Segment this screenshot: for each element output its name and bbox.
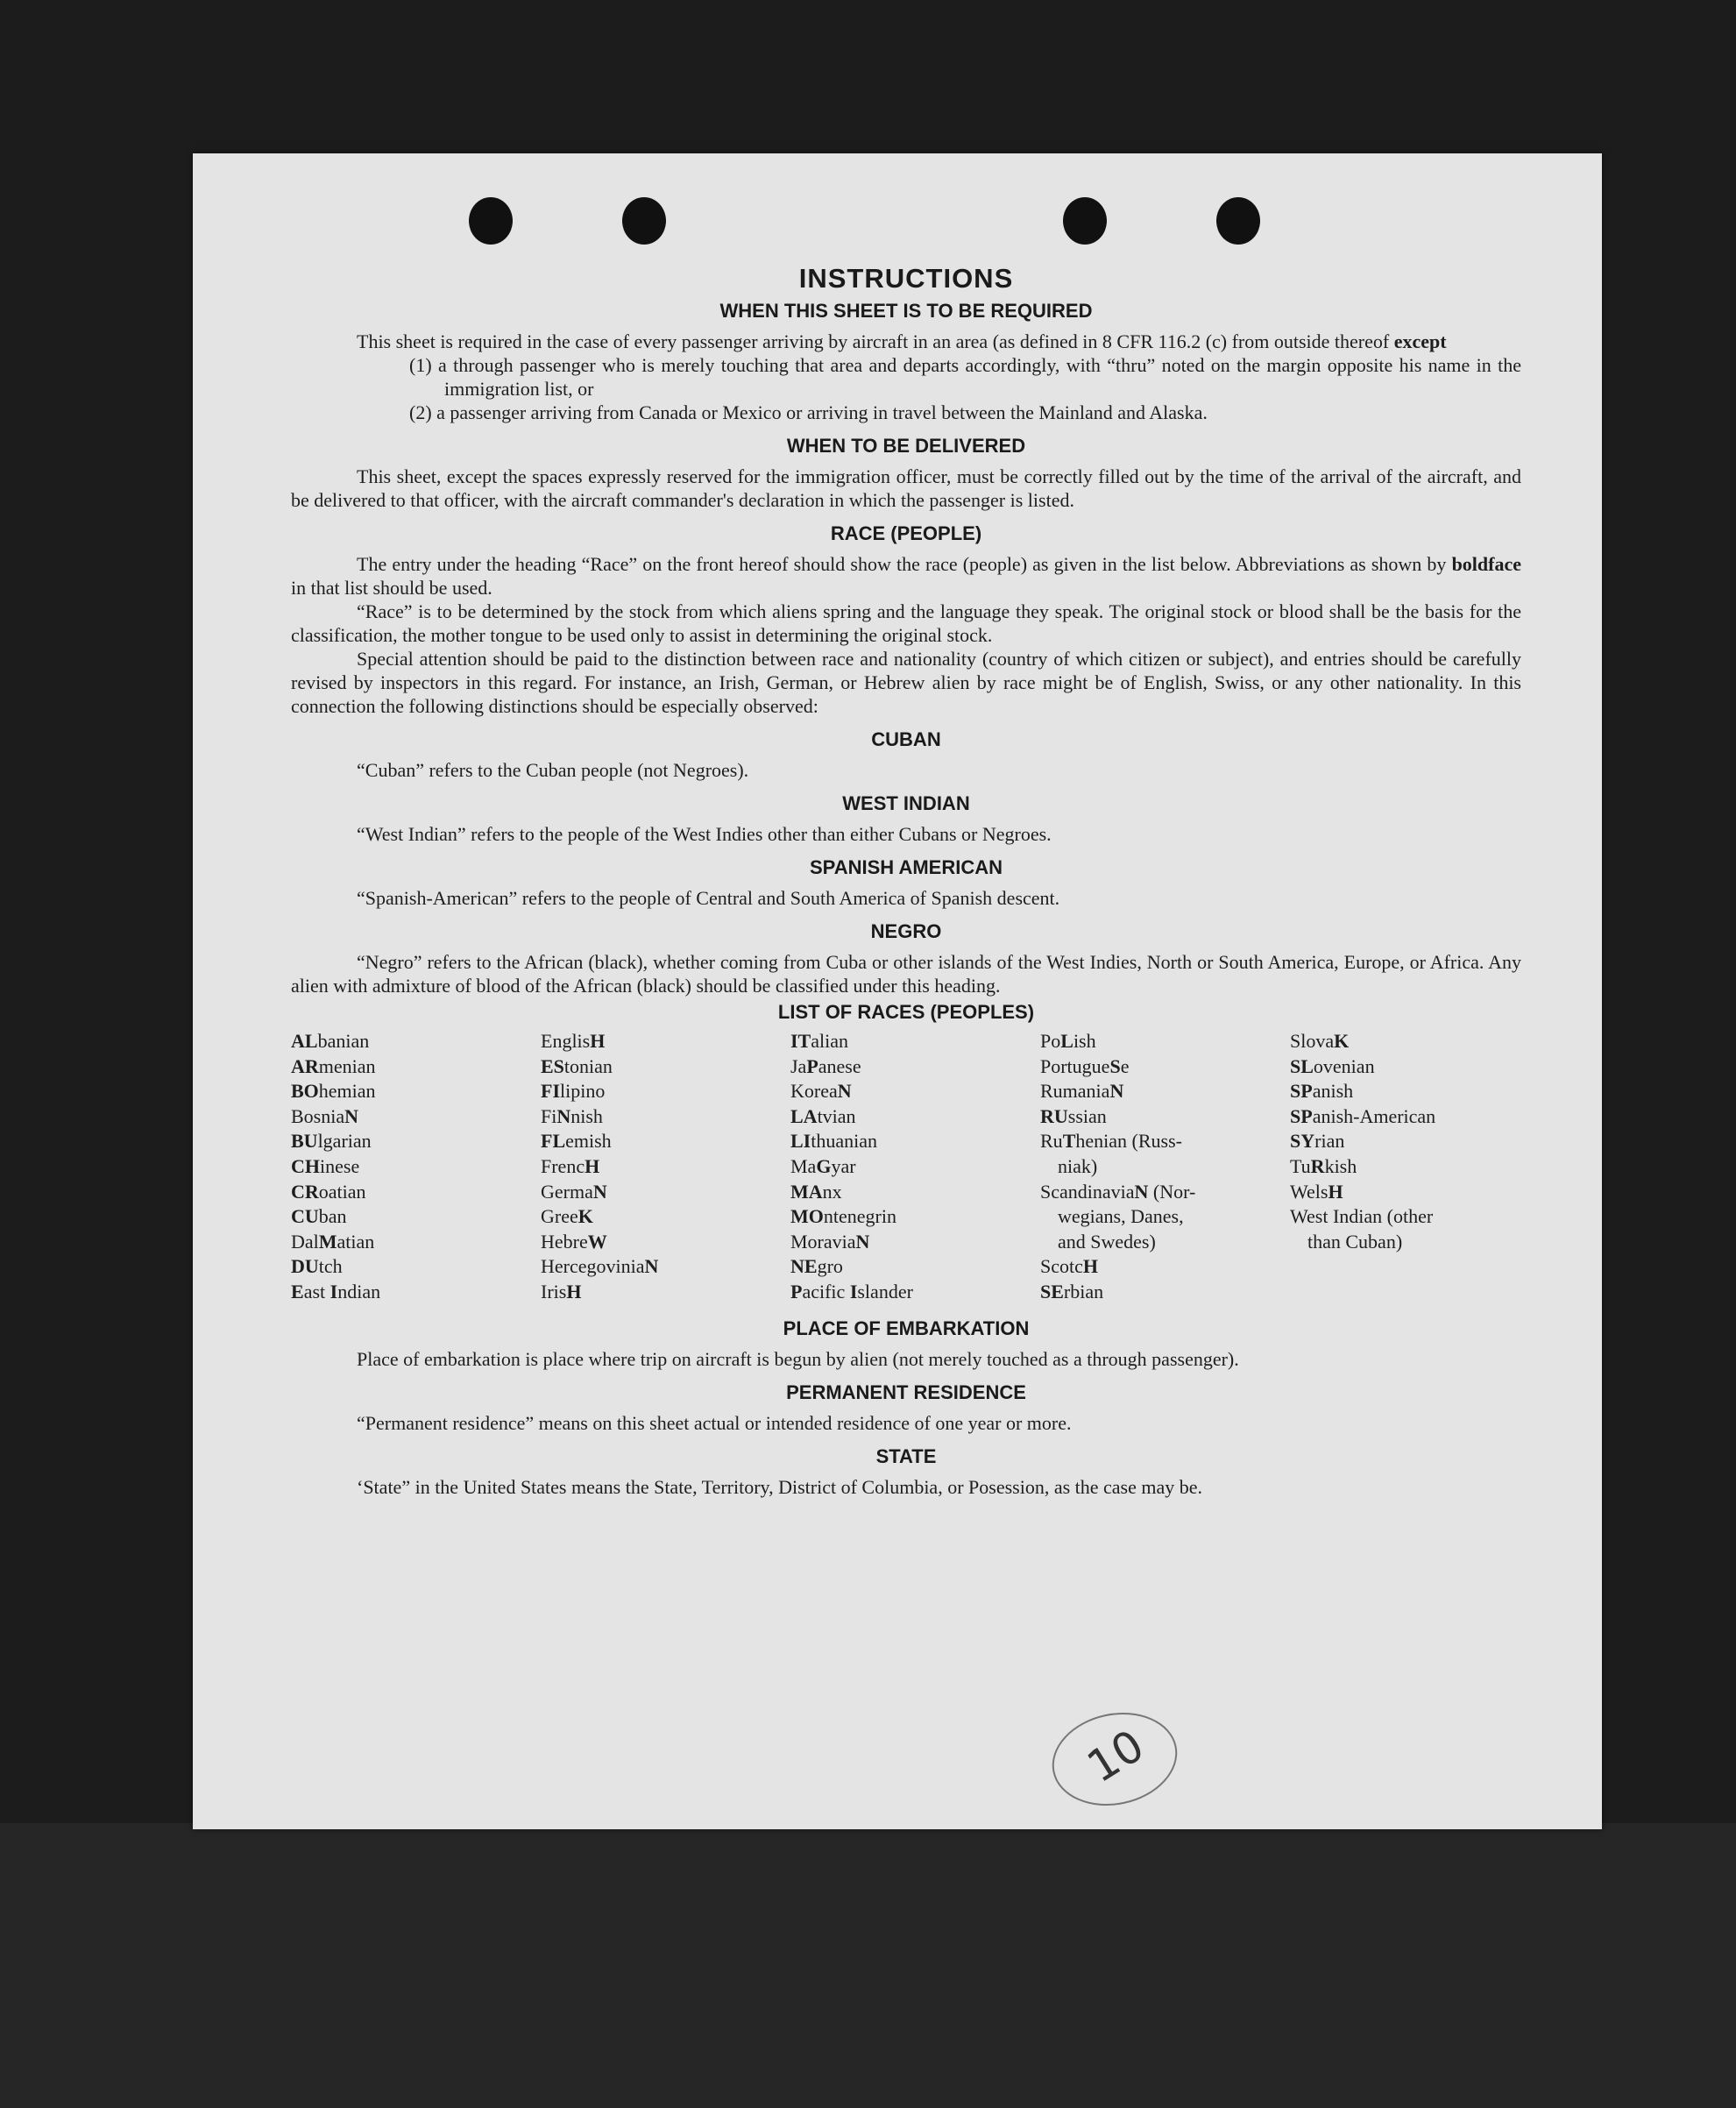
residence-text: “Permanent residence” means on this sheet actual or intended residence of one year or more. [357,1411,1072,1434]
race-entry: LAtvian [790,1104,856,1127]
race-entry: RUssian [1040,1104,1107,1127]
race-entry: MaGyar [790,1154,856,1177]
race-entry: SYrian [1290,1130,1345,1153]
race-entry: East Indian [291,1280,381,1302]
race-entry: SPanish-American [1290,1104,1436,1127]
state-text: ‘State” in the United States means the State, Territory, District of Columbia, or Posession, as the case may be. [357,1475,1203,1498]
race-entry: KoreaN [790,1080,852,1103]
race-entry: RuThenian (Russ- [1040,1130,1182,1153]
race-paragraph-1: The entry under the heading “Race” on the front hereof should show the race (people) as given in the list below. Abbreviations as shown by boldface in that list should be used. [291,553,1522,599]
section-heading-list-of-races: LIST OF RACES (PEOPLES) [777,1001,1035,1023]
section-heading-west-indian: WEST INDIAN [842,792,970,814]
race-entry: wegians, Danes, [1058,1205,1184,1228]
section-heading-spanish-american: SPANISH AMERICAN [809,856,1003,878]
section-heading-residence: PERMANENT RESIDENCE [786,1380,1026,1403]
race-entry: HebreW [541,1230,607,1253]
race-entry: DUtch [291,1255,343,1278]
race-entry: Pacific Islander [790,1280,913,1302]
required-intro: This sheet is required in the case of every passenger arriving by aircraft in an area (as defined in 8 CFR 116.2 (c) from outside thereof except [357,330,1447,352]
race-entry: West Indian (other [1290,1205,1434,1228]
race-entry: FiNnish [541,1104,603,1127]
races-column [1290,1029,1509,1305]
section-heading-race: RACE (PEOPLE) [830,522,982,544]
race-entry: MoraviaN [790,1230,870,1253]
race-entry: FrencH [541,1154,600,1177]
punch-hole [469,197,513,245]
race-entry: niak) [1058,1154,1098,1177]
race-entry: LIthuanian [790,1130,878,1153]
delivered-text: This sheet, except the spaces expressly reserved for the immigration officer, must be correctly filled out by the time of the arrival of the aircraft, and be delivered to that officer, with the aircraft commander's declaration in which the passenger is listed. [291,465,1521,511]
race-entry: ALbanian [291,1030,370,1052]
races-column [291,1029,541,1305]
race-entry: MAnx [790,1180,842,1203]
section-heading-delivered: WHEN TO BE DELIVERED [786,435,1026,457]
embarkation-text: Place of embarkation is place where trip on aircraft is begun by alien (not merely touched as a through passenger). [357,1347,1239,1370]
race-entry: WelsH [1290,1180,1343,1203]
race-entry: CUban [291,1205,347,1228]
race-entry: than Cuban) [1307,1230,1403,1253]
race-entry: EnglisH [541,1030,606,1052]
race-paragraph-2: “Race” is to be determined by the stock from which aliens spring and the language they speak. The original stock or blood shall be the basis for the classification, the mother tongue to be used only to assist in determining the original stock. [291,600,1521,646]
race-entry: PortugueSe [1040,1054,1130,1077]
race-entry: GreeK [541,1205,593,1228]
section-heading-negro: NEGRO [870,920,942,942]
required-item-2: (2) a passenger arriving from Canada or Mexico or arriving in travel between the Mainland and Alaska. [409,401,1208,423]
race-entry: TuRkish [1290,1154,1357,1177]
race-entry: ScandinaviaN (Nor- [1040,1180,1196,1203]
races-column [790,1029,1040,1305]
west-indian-text: “West Indian” refers to the people of the West Indies other than either Cubans or Negroes. [357,823,1052,845]
punch-hole [1216,197,1260,245]
race-entry: NEgro [790,1255,843,1278]
race-entry: DalMatian [291,1230,375,1253]
race-entry: SLovenian [1290,1054,1375,1077]
required-item-1: (1) a through passenger who is merely touching that area and departs accordingly, with “thru” noted on the margin opposite his name in the immigration list, or [409,354,1521,400]
race-entry: JaPanese [790,1054,861,1077]
race-entry: SlovaK [1290,1030,1350,1052]
instruction-sheet [193,153,1602,1829]
races-list [291,1029,1521,1305]
background-lower [0,1823,1736,2108]
handwritten-annotation: 10 [1044,1701,1186,1817]
section-heading-required: WHEN THIS SHEET IS TO BE REQUIRED [719,300,1093,322]
race-entry: FIlipino [541,1080,606,1103]
race-entry: CRoatian [291,1180,366,1203]
races-column [541,1029,790,1305]
section-heading-state: STATE [875,1444,937,1467]
race-entry: ITalian [790,1030,849,1052]
race-entry: GermaN [541,1180,607,1203]
page-title: INSTRUCTIONS [798,263,1014,294]
race-entry: EStonian [541,1054,613,1077]
section-heading-cuban: CUBAN [871,728,941,750]
race-paragraph-3: Special attention should be paid to the distinction between race and nationality (country of which citizen or subject), and entries should be carefully revised by inspectors in this regard. For instance, an Irish, German, or Hebrew alien by race might be of English, Swiss, or any other nationality. In this connection the following distinctions should be especially observed: [291,648,1521,717]
race-entry: HercegoviniaN [541,1255,659,1278]
race-entry: ScotcH [1040,1255,1099,1278]
race-entry: RumaniaN [1040,1080,1124,1103]
race-entry: MOntenegrin [790,1205,896,1228]
race-entry: PoLish [1040,1030,1096,1052]
punch-hole [1063,197,1107,245]
negro-text: “Negro” refers to the African (black), whether coming from Cuba or other islands of the West Indies, North or South America, Europe, or Africa. Any alien with admixture of blood of the African (black) should be classified under this heading. [291,951,1521,997]
cuban-text: “Cuban” refers to the Cuban people (not Negroes). [357,759,749,781]
race-entry: FLemish [541,1130,612,1153]
race-entry: SPanish [1290,1080,1354,1103]
race-entry: IrisH [541,1280,582,1302]
punch-hole [622,197,666,245]
race-entry: BosniaN [291,1104,359,1127]
race-entry: ARmenian [291,1054,376,1077]
spanish-american-text: “Spanish-American” refers to the people of Central and South America of Spanish descent. [357,887,1060,909]
race-entry: and Swedes) [1058,1230,1156,1253]
race-entry: CHinese [291,1154,360,1177]
race-entry: BOhemian [291,1080,376,1103]
races-column [1040,1029,1290,1305]
section-heading-embarkation: PLACE OF EMBARKATION [783,1317,1030,1339]
race-entry: SErbian [1040,1280,1104,1302]
race-entry: BUlgarian [291,1130,372,1153]
